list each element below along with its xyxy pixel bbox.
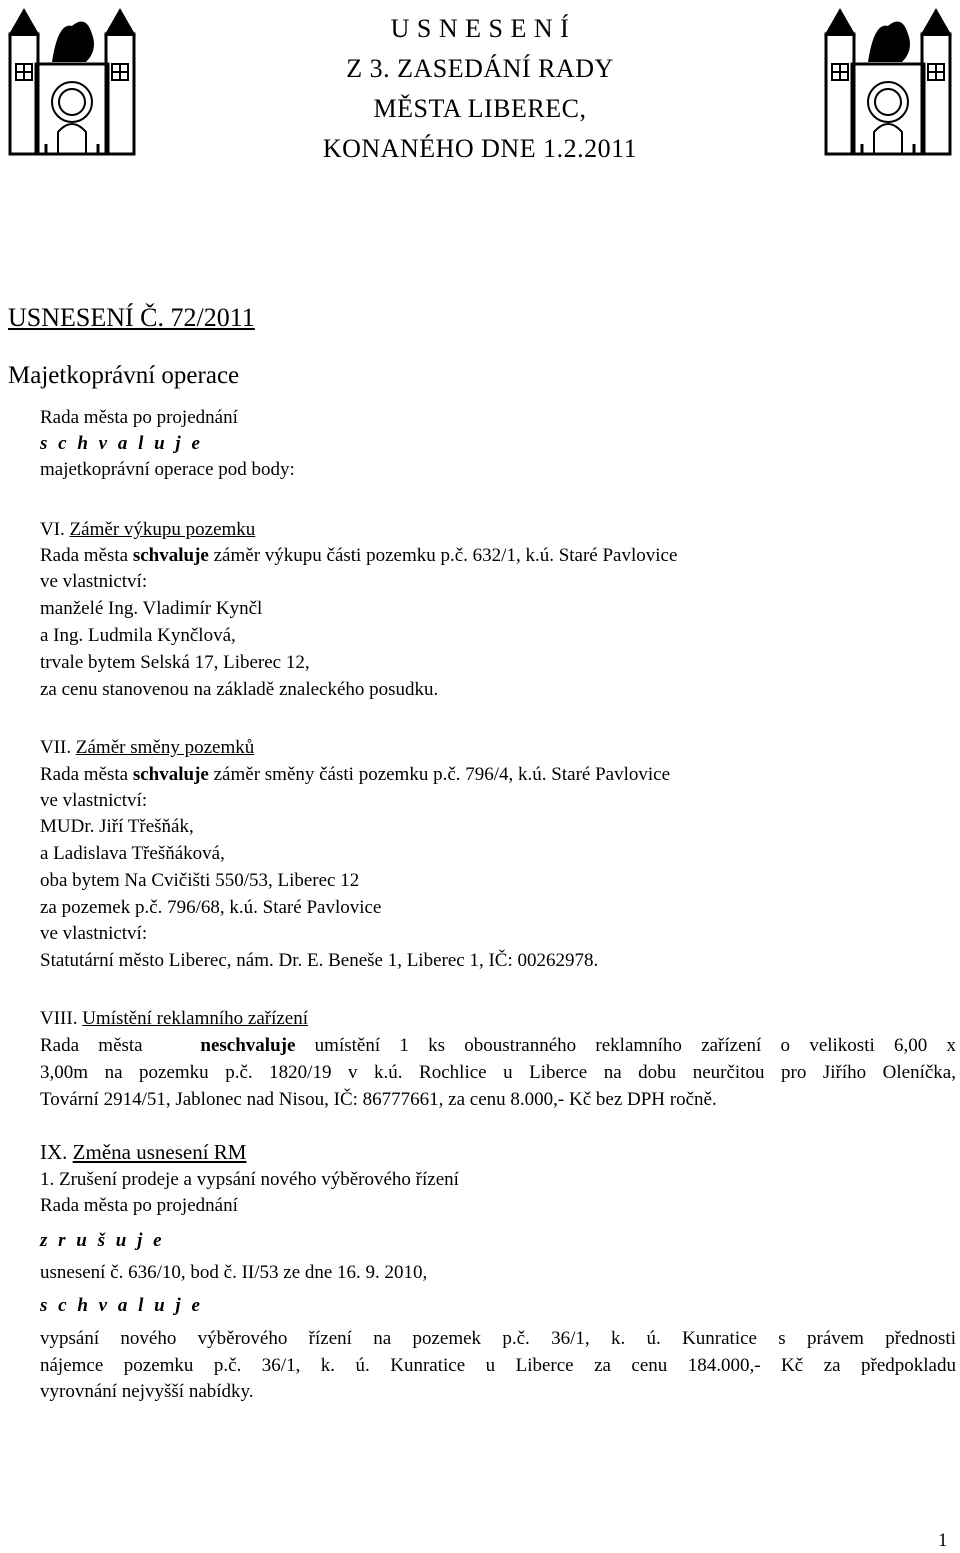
section-6-heading — [40, 518, 255, 542]
section-8-object: umístění 1 ks oboustranného reklamního zařízení o velikosti 6,00 x — [314, 1035, 957, 1056]
city-crest-right-icon — [822, 4, 954, 158]
city-crest-left-icon — [6, 4, 138, 158]
section-7-line-5: oba bytem Na Cvičišti 550/53, Liberec 12 — [40, 870, 360, 891]
section-9-para-line-1: vypsání nového výběrového řízení na pozemek p.č. 36/1, k. ú. Kunratice s právem přednosti — [40, 1328, 956, 1349]
header-title-line-4: KONANÉHO DNE 1.2.2011 — [322, 134, 638, 163]
header-title-line-2: Z 3. ZASEDÁNÍ RADY — [346, 54, 614, 83]
section-9-para-line-3: vyrovnání nejvyšší nabídky. — [40, 1381, 254, 1402]
section-6-line-4: a Ing. Ludmila Kynčlová, — [40, 625, 236, 646]
section-8-number: VIII. — [40, 1008, 78, 1029]
section-8-subject: Rada města — [40, 1035, 143, 1056]
resolution-subject: Majetkoprávní operace — [8, 362, 240, 389]
section-7-line-2: ve vlastnictví: — [40, 790, 148, 811]
section-7-line-6: za pozemek p.č. 796/68, k.ú. Staré Pavlovice — [40, 897, 382, 918]
section-9-verb-cancel: z r u š u j e — [40, 1230, 165, 1251]
resolution-number: USNESENÍ Č. 72/2011 — [8, 303, 255, 332]
section-8-heading — [40, 1007, 308, 1031]
section-8-verb: neschvaluje — [200, 1035, 296, 1056]
section-8-para-line-1 — [40, 1033, 956, 1059]
section-9-line-2: Rada města po projednání — [40, 1195, 238, 1216]
section-9-line-1: 1. Zrušení prodeje a vypsání nového výběrového řízení — [40, 1169, 459, 1190]
intro-line-2: majetkoprávní operace pod body: — [40, 459, 295, 480]
section-6-verb: schvaluje — [132, 545, 209, 566]
section-8-title: Umístění reklamního zařízení — [82, 1008, 309, 1029]
intro-line-1: Rada města po projednání — [40, 407, 238, 428]
header-title-line-1: U S N E S E N Í — [390, 14, 570, 43]
section-7-title: Záměr směny pozemků — [75, 737, 255, 758]
section-8-para-line-2: 3,00m na pozemku p.č. 1820/19 v k.ú. Rochlice u Liberce na dobu neurčitou pro Jiřího Oleníčka, — [40, 1062, 956, 1083]
section-9-line-3: usnesení č. 636/10, bod č. II/53 ze dne 16. 9. 2010, — [40, 1262, 428, 1283]
section-7-subject: Rada města — [40, 764, 129, 785]
section-6-line-2: ve vlastnictví: — [40, 571, 148, 592]
section-7-object: záměr směny části pozemku p.č. 796/4, k.ú. Staré Pavlovice — [213, 764, 671, 785]
section-9-verb-approve: s c h v a l u j e — [40, 1295, 203, 1316]
section-7-line-1 — [40, 763, 670, 787]
section-7-line-7: ve vlastnictví: — [40, 923, 148, 944]
section-7-line-8: Statutární město Liberec, nám. Dr. E. Beneše 1, Liberec 1, IČ: 00262978. — [40, 950, 599, 971]
section-7-line-3: MUDr. Jiří Třešňák, — [40, 816, 194, 837]
section-8-para-line-3: Tovární 2914/51, Jablonec nad Nisou, IČ: 86777661, za cenu 8.000,- Kč bez DPH ročně. — [40, 1089, 717, 1110]
section-6-number: VI. — [40, 519, 65, 540]
section-7-heading — [40, 736, 254, 760]
section-7-line-4: a Ladislava Třešňáková, — [40, 843, 225, 864]
section-9-number: IX. — [40, 1140, 68, 1164]
section-6-line-1 — [40, 544, 677, 568]
section-9-title: Změna usnesení RM — [72, 1140, 247, 1164]
section-9-heading — [40, 1140, 246, 1164]
section-9-para-line-2: nájemce pozemku p.č. 36/1, k. ú. Kunratice u Liberce za cenu 184.000,- Kč za předpokladu — [40, 1355, 956, 1376]
section-7-verb: schvaluje — [132, 764, 209, 785]
section-6-line-5: trvale bytem Selská 17, Liberec 12, — [40, 652, 310, 673]
header-title-line-3: MĚSTA LIBEREC, — [373, 94, 587, 123]
section-6-line-6: za cenu stanovenou na základě znaleckého posudku. — [40, 679, 439, 700]
intro-verb: s c h v a l u j e — [40, 433, 203, 454]
section-6-title: Záměr výkupu pozemku — [69, 519, 256, 540]
section-6-line-3: manželé Ing. Vladimír Kynčl — [40, 598, 263, 619]
section-6-subject: Rada města — [40, 545, 129, 566]
section-7-number: VII. — [40, 737, 72, 758]
section-6-object: záměr výkupu části pozemku p.č. 632/1, k.ú. Staré Pavlovice — [213, 545, 678, 566]
page-number: 1 — [938, 1530, 948, 1551]
